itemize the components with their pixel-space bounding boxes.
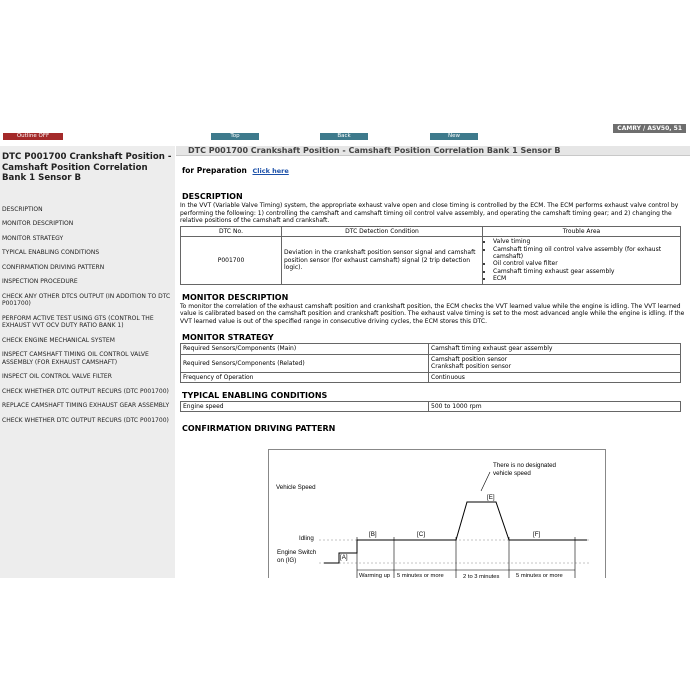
driving-pattern-diagram — [268, 449, 606, 578]
monitor-strategy-heading: MONITOR STRATEGY — [182, 333, 274, 343]
trouble-area-item: • Camshaft timing oil control valve assembly (for exhaust camshaft) — [493, 246, 678, 261]
trouble-area-item: • Oil control valve filter — [493, 260, 678, 267]
outline-item-description[interactable]: DESCRIPTION — [2, 205, 43, 213]
strategy-value-line: Camshaft position sensor — [431, 355, 508, 363]
description-text: In the VVT (Variable Valve Timing) system, the appropriate exhaust valve open and close timing is controlled by the ECM. The ECM performs exhaust valve control by performing the following: 1) controlling the camshaft and camshaft timing oil control valve assembly, and operating the camshaft timing gear; and 2) changing the relative positions of the camshaft and crankshaft. — [180, 202, 679, 225]
outline-list — [0, 206, 175, 425]
top-button[interactable]: Top — [211, 133, 259, 140]
outline-item-monitor-strategy[interactable]: MONITOR STRATEGY — [2, 234, 64, 242]
outline-item-typical-enabling-conditions[interactable]: TYPICAL ENABLING CONDITIONS — [2, 249, 100, 256]
strategy-value-line: Crankshaft position sensor — [431, 363, 512, 371]
detection-condition-header: DTC Detection Condition — [282, 226, 483, 236]
section-c-label: [C] — [417, 531, 425, 538]
enabling-conditions-heading: TYPICAL ENABLING CONDITIONS — [182, 391, 328, 401]
dtc-no-header: DTC No. — [181, 226, 282, 236]
click-here-link[interactable]: Click here — [252, 167, 289, 175]
outline-item-check-dtc-recurs-1[interactable]: CHECK WHETHER DTC OUTPUT RECURS (DTC P001700) — [2, 387, 169, 395]
enabling-value: 500 to 1000 rpm — [429, 402, 681, 412]
outline-item-inspection-procedure[interactable]: INSPECTION PROCEDURE — [2, 278, 78, 285]
preparation-label: for Preparation — [182, 166, 247, 175]
sidebar-title: DTC P001700 Crankshaft Position - Camshaft Position Correlation Bank 1 Sensor B — [2, 152, 172, 183]
monitor-description-text: To monitor the correlation of the exhaust camshaft position and crankshaft position, the ECM checks the VVT learned value while the engine is idling. The VVT learned value is calibrated based on the camshaft position and crankshaft position. The exhaust valve timing is set to the most advanced angle while the engine is idling. If the VVT learned value is out of the specified range in consecutive driving cycles, the ECM stores this DTC. — [180, 302, 685, 325]
page-header: DTC P001700 Crankshaft Position - Camshaft Position Correlation Bank 1 Sensor B — [176, 146, 690, 156]
outline-item-check-other-dtcs[interactable]: CHECK ANY OTHER DTCS OUTPUT (IN ADDITION TO DTC P001700) — [2, 292, 171, 307]
enabling-conditions-table — [180, 401, 681, 412]
section-a-label: [A] — [340, 554, 348, 561]
outline-item-replace-gear-assembly[interactable]: REPLACE CAMSHAFT TIMING EXHAUST GEAR ASSEMBLY — [2, 402, 170, 409]
trouble-area-item: • Valve timing — [493, 238, 678, 245]
note-pointer — [481, 472, 490, 491]
trouble-area-header: Trouble Area — [483, 226, 681, 236]
strategy-value: Camshaft timing exhaust gear assembly — [429, 344, 681, 354]
strategy-value: Continuous — [429, 372, 681, 382]
vehicle-badge: CAMRY / ASV50, 51 — [613, 124, 686, 133]
idling-label: Idling — [299, 535, 314, 542]
content-pane — [176, 146, 690, 578]
dtc-number: P001700 — [181, 237, 282, 284]
speed-profile-line — [324, 502, 587, 563]
no-speed-note-2: vehicle speed — [493, 470, 531, 477]
monitor-description-heading: MONITOR DESCRIPTION — [182, 292, 289, 302]
trouble-area-item: • ECM — [493, 275, 678, 282]
toolbar — [0, 126, 700, 146]
strategy-label: Frequency of Operation — [181, 372, 429, 382]
strategy-label: Required Sensors/Components (Main) — [181, 344, 429, 354]
outline-item-check-dtc-recurs-2[interactable]: CHECK WHETHER DTC OUTPUT RECURS (DTC P001700) — [2, 416, 169, 424]
outline-sidebar — [0, 146, 175, 578]
section-f-label: [F] — [533, 531, 541, 538]
two-three-minutes-label: 2 to 3 minutes — [463, 574, 500, 578]
trouble-area-item: • Camshaft timing exhaust gear assembly — [493, 268, 678, 275]
outline-item-active-test[interactable]: PERFORM ACTIVE TEST USING GTS (CONTROL THE EXHAUST VVT OCV DUTY RATIO BANK 1) — [2, 314, 154, 329]
confirmation-pattern-heading: CONFIRMATION DRIVING PATTERN — [182, 424, 336, 434]
strategy-value — [429, 354, 681, 372]
detection-condition: Deviation in the crankshaft position sensor signal and camshaft position sensor (for exhaust camshaft) signal (2 trip detection logic). — [282, 237, 483, 284]
outline-item-confirmation-driving-pattern[interactable]: CONFIRMATION DRIVING PATTERN — [2, 263, 105, 271]
section-e-label: [E] — [487, 494, 495, 501]
vehicle-speed-label: Vehicle Speed — [276, 484, 316, 491]
five-minutes-label-1: 5 minutes or more — [397, 573, 444, 578]
engine-switch-on-label: on (IG) — [277, 557, 297, 564]
preparation-line — [182, 166, 690, 175]
back-button[interactable]: Back — [320, 133, 368, 140]
outline-off-button[interactable]: Outline OFF — [3, 133, 63, 140]
warming-up-label: Warming up — [359, 573, 391, 578]
trouble-area — [483, 237, 681, 284]
five-minutes-label-2: 5 minutes or more — [516, 573, 563, 578]
outline-item-inspect-ocv-assembly[interactable]: INSPECT CAMSHAFT TIMING OIL CONTROL VALVE ASSEMBLY (FOR EXHAUST CAMSHAFT) — [2, 351, 149, 366]
dtc-table — [180, 226, 681, 285]
section-b-label: [B] — [369, 531, 377, 538]
enabling-label: Engine speed — [181, 402, 429, 412]
engine-switch-label: Engine Switch — [277, 549, 317, 556]
outline-item-check-engine-mechanical[interactable]: CHECK ENGINE MECHANICAL SYSTEM — [2, 336, 115, 344]
outline-item-monitor-description[interactable]: MONITOR DESCRIPTION — [2, 220, 74, 227]
strategy-label: Required Sensors/Components (Related) — [181, 354, 429, 372]
new-button[interactable]: New — [430, 133, 478, 140]
outline-item-inspect-ocv-filter[interactable]: INSPECT OIL CONTROL VALVE FILTER — [2, 373, 112, 380]
no-speed-note: There is no designated — [493, 462, 556, 469]
monitor-strategy-table — [180, 343, 681, 383]
description-heading: DESCRIPTION — [182, 192, 243, 201]
